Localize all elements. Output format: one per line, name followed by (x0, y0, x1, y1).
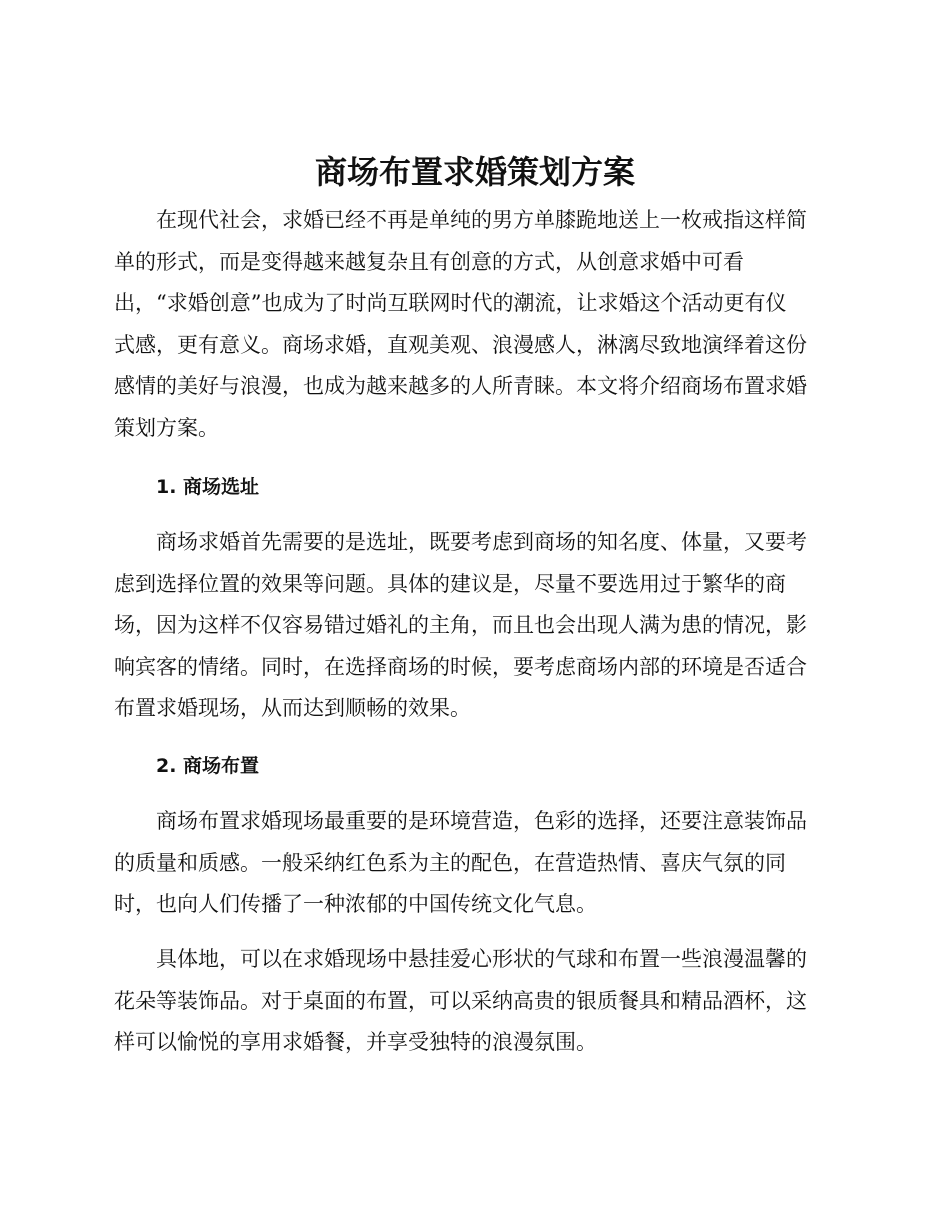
paragraph-line: 策划方案。 (114, 415, 219, 440)
paragraph-line: 在现代社会，求婚已经不再是单纯的男方单膝跪地送上一枚戒指这样简 (156, 208, 807, 232)
section-heading-layout: 2. 商场布置 (156, 755, 260, 777)
paragraph-line: 场，因为这样不仅容易错过婚礼的主角，而且也会出现人满为患的情况，影 (114, 613, 807, 637)
paragraph-line: 商场布置求婚现场最重要的是环境营造，色彩的选择，还要注意装饰品 (156, 809, 807, 833)
paragraph-line: 具体地，可以在求婚现场中悬挂爱心形状的气球和布置一些浪漫温馨的 (156, 947, 807, 971)
intro-paragraph (114, 200, 830, 449)
paragraph-line: 虑到选择位置的效果等问题。具体的建议是，尽量不要选用过于繁华的商 (114, 571, 786, 596)
paragraph-line: 样可以愉悦的享用求婚餐，并享受独特的浪漫氛围。 (114, 1030, 597, 1054)
paragraph-line: 花朵等装饰品。对于桌面的布置，可以采纳高贵的银质餐具和精品酒杯，这 (114, 988, 807, 1013)
section-heading-site: 1. 商场选址 (156, 476, 260, 498)
section-layout-paragraph-2 (114, 939, 830, 1064)
document-title: 商场布置求婚策划方案 (314, 153, 635, 191)
section-layout-paragraph-1 (114, 801, 830, 926)
paragraph-line: 响宾客的情绪。同时，在选择商场的时候，要考虑商场内部的环境是否适合 (114, 654, 807, 679)
paragraph-line: 式感，更有意义。商场求婚，直观美观、浪漫感人，淋漓尽致地演绎着这份 (114, 332, 807, 357)
section-site-paragraph (114, 522, 830, 730)
paragraph-line: 商场求婚首先需要的是选址，既要考虑到商场的知名度、体量，又要考 (156, 530, 807, 554)
paragraph-line: 布置求婚现场，从而达到顺畅的效果。 (114, 696, 471, 720)
paragraph-line: 单的形式，而是变得越来越复杂且有创意的方式，从创意求婚中可看 (114, 249, 744, 274)
paragraph-line: 感情的美好与浪漫，也成为越来越多的人所青睐。本文将介绍商场布置求婚 (114, 374, 807, 398)
paragraph-line: 的质量和质感。一般采纳红色系为主的配色，在营造热情、喜庆气氛的同 (114, 850, 786, 875)
paragraph-line: 时，也向人们传播了一种浓郁的中国传统文化气息。 (114, 892, 597, 916)
paragraph-line: 出，“求婚创意”也成为了时尚互联网时代的潮流，让求婚这个活动更有仪 (114, 291, 787, 315)
